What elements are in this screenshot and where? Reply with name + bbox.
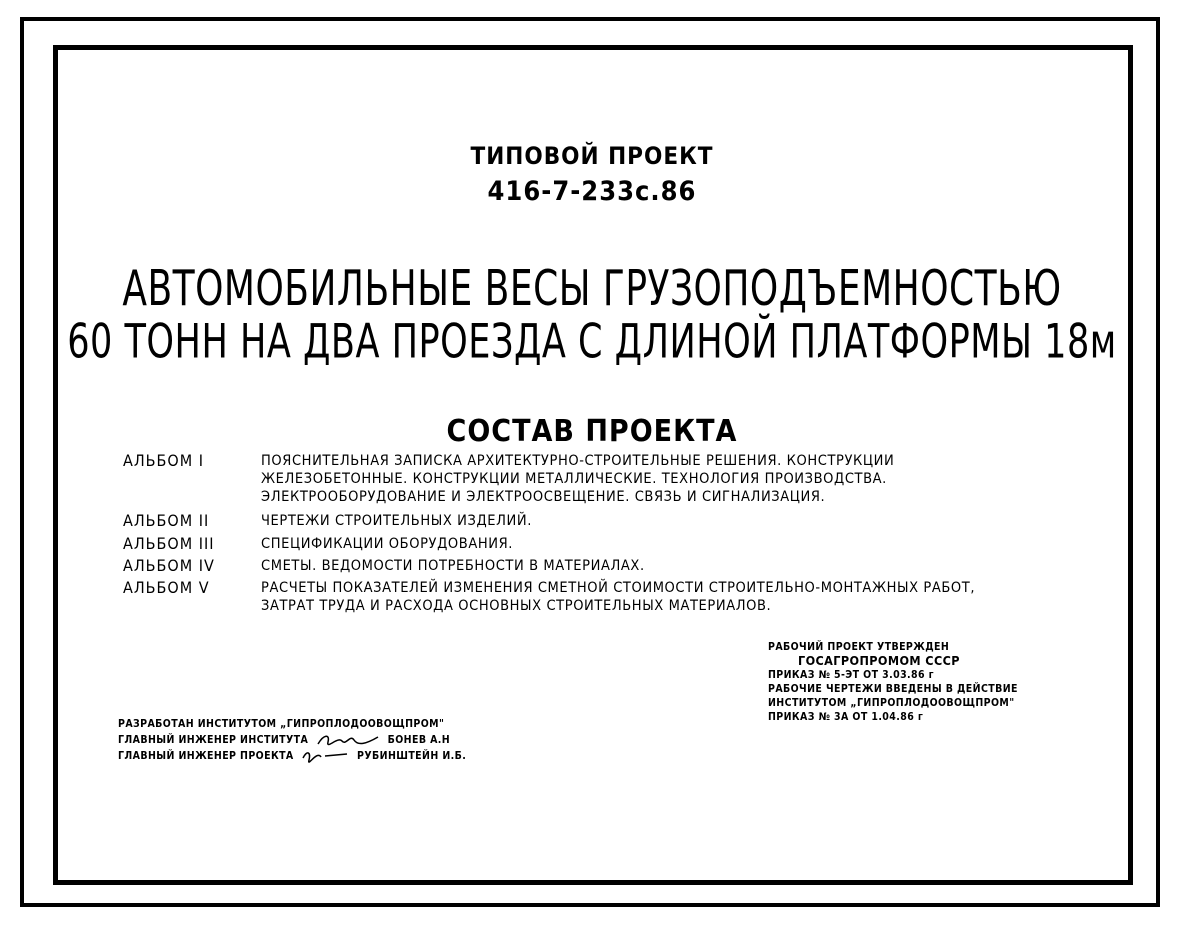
- album-name: АЛЬБОМ IV: [123, 556, 215, 575]
- album-description: СПЕЦИФИКАЦИИ ОБОРУДОВАНИЯ.: [261, 536, 514, 552]
- chief-engineer-name: БОНЕВ А.Н: [387, 734, 451, 746]
- signature-icon: [301, 748, 349, 764]
- signature-icon: [316, 732, 380, 748]
- album-name: АЛЬБОМ III: [123, 534, 215, 553]
- chief-engineer-line: [118, 732, 466, 748]
- album-name: АЛЬБОМ I: [123, 451, 204, 470]
- approval-stamp: [768, 640, 1018, 724]
- title-line-2: 60 ТОНН НА ДВА ПРОЕЗДА С ДЛИНОЙ ПЛАТФОРМЫ 18м: [67, 315, 1117, 370]
- title-line-1: АВТОМОБИЛЬНЫЕ ВЕСЫ ГРУЗОПОДЪЕМНОСТЬЮ: [122, 260, 1062, 318]
- approval-authority: ГОСАГРОПРОМОМ СССР: [798, 653, 960, 668]
- developer-line: РАЗРАБОТАН ИНСТИТУТОМ „ГИПРОПЛОДООВОЩПРОМ": [118, 718, 445, 730]
- album-description: ПОЯСНИТЕЛЬНАЯ ЗАПИСКА АРХИТЕКТУРНО-СТРОИТЕЛЬНЫЕ РЕШЕНИЯ. КОНСТРУКЦИИ ЖЕЛЕЗОБЕТОННЫЕ. КОНСТРУКЦИИ МЕТАЛЛИЧЕСКИЕ. ТЕХНОЛОГИЯ ПРОИЗВОДСТВА. ЭЛЕКТРООБОРУДОВАНИЕ И ЭЛЕКТРООСВЕЩЕНИЕ. СВЯЗЬ И СИГНАЛИЗАЦИЯ.: [261, 453, 895, 505]
- project-engineer-name: РУБИНШТЕЙН И.Б.: [357, 750, 467, 762]
- album-description: ЧЕРТЕЖИ СТРОИТЕЛЬНЫХ ИЗДЕЛИЙ.: [261, 513, 532, 529]
- approval-order: ПРИКАЗ № 3А ОТ 1.04.86 г: [768, 711, 924, 723]
- credits-block: [118, 716, 466, 764]
- chief-engineer-label: ГЛАВНЫЙ ИНЖЕНЕР ИНСТИТУТА: [118, 734, 309, 746]
- approval-institute: ИНСТИТУТОМ „ГИПРОПЛОДООВОЩПРОМ": [768, 697, 1015, 709]
- project-engineer-line: [118, 748, 466, 764]
- project-number: 416-7-233с.86: [487, 176, 697, 207]
- album-description: РАСЧЕТЫ ПОКАЗАТЕЛЕЙ ИЗМЕНЕНИЯ СМЕТНОЙ СТОИМОСТИ СТРОИТЕЛЬНО-МОНТАЖНЫХ РАБОТ, ЗАТРАТ ТРУДА И РАСХОДА ОСНОВНЫХ СТРОИТЕЛЬНЫХ МАТЕРИАЛОВ.: [261, 580, 976, 614]
- project-type-label: ТИПОВОЙ ПРОЕКТ: [470, 142, 714, 170]
- album-name: АЛЬБОМ V: [123, 578, 210, 597]
- project-engineer-label: ГЛАВНЫЙ ИНЖЕНЕР ПРОЕКТА: [118, 750, 294, 762]
- approval-order: ПРИКАЗ № 5-ЭТ ОТ 3.03.86 г: [768, 669, 934, 681]
- contents-heading: СОСТАВ ПРОЕКТА: [446, 414, 738, 449]
- album-name: АЛЬБОМ II: [123, 511, 210, 530]
- album-description: СМЕТЫ. ВЕДОМОСТИ ПОТРЕБНОСТИ В МАТЕРИАЛАХ.: [261, 558, 645, 574]
- approval-line: РАБОЧИЙ ПРОЕКТ УТВЕРЖДЕН: [768, 641, 950, 653]
- approval-line: РАБОЧИЕ ЧЕРТЕЖИ ВВЕДЕНЫ В ДЕЙСТВИЕ: [768, 683, 1018, 695]
